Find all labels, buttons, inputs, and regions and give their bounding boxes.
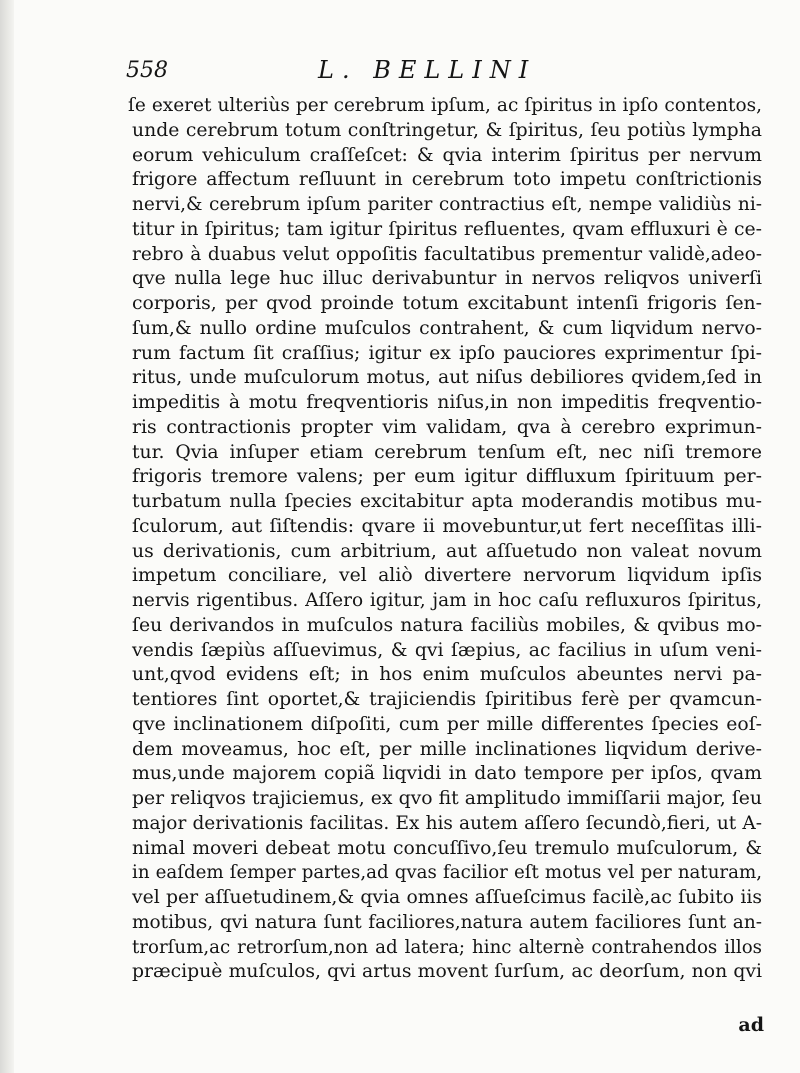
text-line: per reliqvos trajiciemus, ex qvo fit amplitudo immiſſarii major, ſeu bbox=[132, 788, 762, 809]
text-line: vendis ſæpiùs aſſuevimus, & qvi ſæpius, ac facilius in uſum veni- bbox=[132, 639, 762, 661]
text-line: præcipuè muſculos, qvi artus movent ſurſum, ac deorſum, non qvi bbox=[132, 961, 762, 983]
text-line: us derivationis, cum arbitrium, aut aſſuetudo non valeat novum bbox=[132, 540, 762, 562]
text-line: unde cerebrum totum conſtringetur, & ſpiritus, ſeu potiùs lympha bbox=[132, 119, 762, 141]
text-line: titur in ſpiritus; tam igitur ſpiritus refluentes, qvam effluxuri è ce- bbox=[132, 218, 762, 240]
text-line: dem moveamus, hoc eſt, per mille inclinationes liqvidum derive- bbox=[132, 738, 762, 760]
text-line: ritus, unde muſculorum motus, aut niſus debiliores qvidem,ſed in bbox=[132, 367, 762, 389]
catchword: ad bbox=[738, 1014, 764, 1036]
page-edge-shadow bbox=[0, 0, 14, 1073]
text-line: ſeu derivandos in muſculos natura faciliùs mobiles, & qvibus mo- bbox=[132, 614, 762, 636]
body-text bbox=[118, 94, 766, 985]
text-line: ſum,& nullo ordine muſculos contrahent, & cum liqvidum nervo- bbox=[132, 317, 762, 339]
text-line: nervi,& cerebrum ipſum pariter contractius eſt, nempe validiùs ni- bbox=[132, 194, 762, 215]
page-number: 558 bbox=[126, 58, 168, 83]
text-line: eorum vehiculum craſſeſcet: & qvia interim ſpiritus per nervum bbox=[132, 144, 762, 166]
text-line: ris contractionis propter vim validam, qva à cerebro exprimun- bbox=[132, 416, 762, 438]
text-line: impeditis à motu freqventioris niſus,in non impeditis freqventio- bbox=[132, 392, 762, 413]
text-line: turbatum nulla ſpecies excitabitur apta moderandis motibus mu- bbox=[132, 491, 762, 512]
text-line: impetum conciliare, vel aliò divertere nervorum liqvidum ipſis bbox=[132, 565, 762, 587]
book-page bbox=[118, 50, 766, 1040]
running-head bbox=[118, 50, 766, 92]
text-line: rum factum ſit craſſius; igitur ex ipſo pauciores exprimentur ſpi- bbox=[132, 342, 762, 364]
text-line: nervis rigentibus. Aſſero igitur, jam in hoc caſu refluxuros ſpiritus, bbox=[132, 590, 762, 611]
text-line: vel per aſſuetudinem,& qvia omnes aſſueſcimus facilè,ac ſubito iis bbox=[132, 887, 762, 908]
text-line: ſculorum, aut ſiſtendis: qvare ii movebuntur,ut fert neceſſitas illi- bbox=[132, 515, 762, 537]
text-line: major derivationis facilitas. Ex his autem aſſero ſecundò,fieri, ut A- bbox=[132, 812, 762, 834]
text-line: mus,unde majorem copiã liqvidi in dato tempore per ipſos, qvam bbox=[132, 763, 762, 785]
text-line: tentiores ſint oportet,& trajiciendis ſpiritibus ferè per qvamcun- bbox=[132, 689, 762, 710]
text-line: ſe exeret ulteriùs per cerebrum ipſum, ac ſpiritus in ipſo contentos, bbox=[128, 95, 762, 116]
text-line: in eaſdem ſemper partes,ad qvas facilior eſt motus vel per naturam, bbox=[132, 862, 762, 884]
text-line: corporis, per qvod proinde totum excitabunt intenſi frigoris ſen- bbox=[132, 293, 762, 314]
text-line: frigore affectum reſluunt in cerebrum toto impetu conſtrictionis bbox=[132, 169, 762, 191]
text-line: unt,qvod evidens eſt; in hos enim muſculos abeuntes nervi pa- bbox=[132, 664, 762, 686]
text-line: rebro à duabus velut oppoſitis facultatibus prementur validè,adeo- bbox=[132, 243, 762, 265]
text-line: motibus, qvi natura ſunt faciliores,natura autem faciliores ſunt an- bbox=[132, 911, 762, 933]
text-line: qve inclinationem diſpoſiti, cum per mille differentes ſpecies eoſ- bbox=[132, 713, 762, 735]
text-line: trorſum,ac retrorſum,non ad latera; hinc alternè contrahendos illos bbox=[132, 936, 762, 958]
text-line: qve nulla lege huc illuc derivabuntur in nervos reliqvos univerſi bbox=[132, 268, 762, 290]
text-line: frigoris tremore valens; per eum igitur diffluxum ſpirituum per- bbox=[132, 466, 762, 488]
text-line: nimal moveri debeat motu concuſſivo,ſeu tremulo muſculorum, & bbox=[132, 837, 762, 859]
text-line: tur. Qvia inſuper etiam cerebrum tenſum eſt, nec niſi tremore bbox=[132, 441, 762, 463]
running-title: L. BELLINI bbox=[318, 56, 537, 84]
